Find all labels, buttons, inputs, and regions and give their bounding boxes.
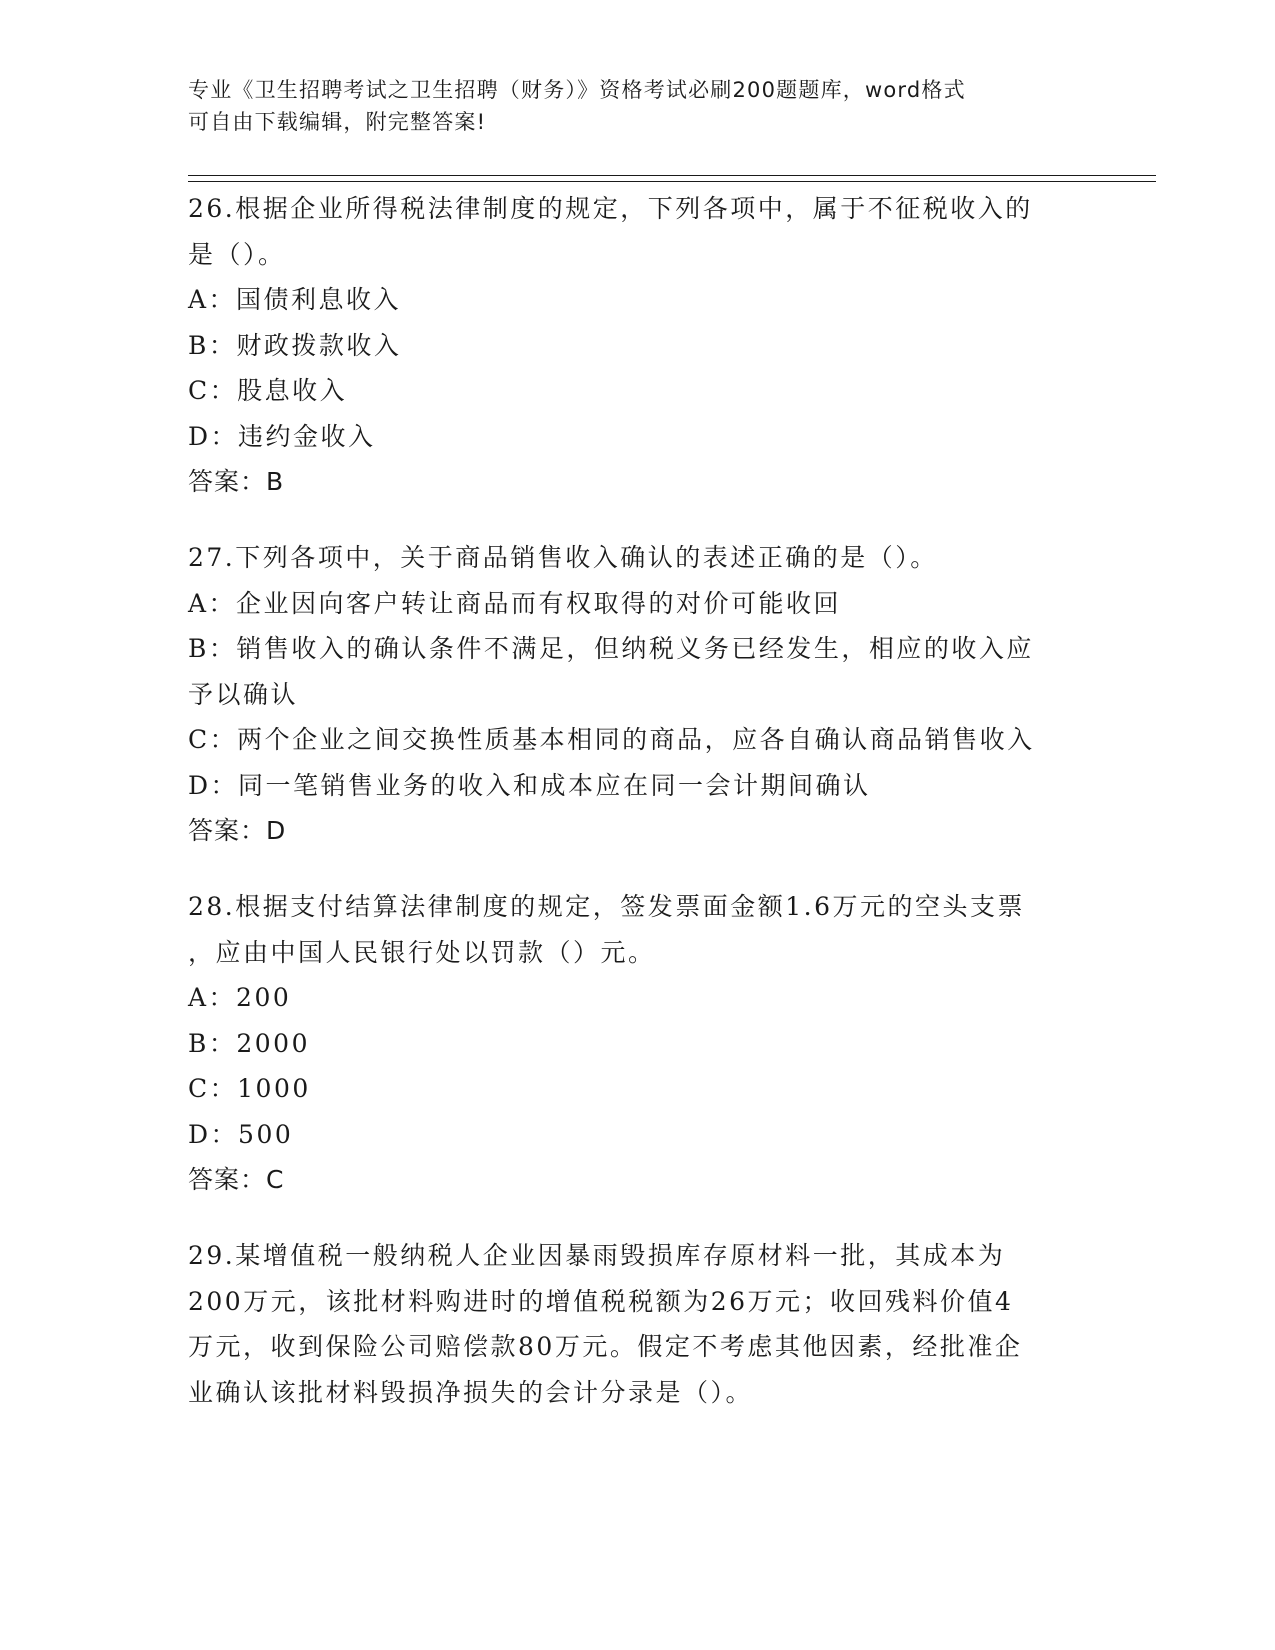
header-divider-bottom	[188, 181, 1156, 182]
question-stem-line: 29.某增值税一般纳税人企业因暴雨毁损库存原材料一批，其成本为	[188, 1241, 1006, 1270]
question-stem-line: 万元，收到保险公司赔偿款80万元。假定不考虑其他因素，经批准企	[188, 1332, 1023, 1361]
option-d: D：违约金收入	[188, 421, 376, 451]
question-stem-line: 26.根据企业所得税法律制度的规定，下列各项中，属于不征税收入的	[188, 194, 1033, 223]
option-b: B：2000	[188, 1028, 310, 1058]
question-26	[188, 186, 1088, 505]
question-stem-line: 27.下列各项中，关于商品销售收入确认的表述正确的是（）。	[188, 543, 938, 572]
option-c: C：股息收入	[188, 376, 348, 405]
header-line-2: 可自由下载编辑，附完整答案!	[188, 110, 487, 134]
question-stem-line: 是（）。	[188, 239, 286, 269]
question-stem-line: 200万元，该批材料购进时的增值税税额为26万元；收回残料价值4	[188, 1286, 1014, 1316]
question-29	[188, 1233, 1088, 1415]
document-header	[188, 74, 1068, 138]
answer: 答案：C	[188, 1165, 285, 1194]
question-stem-line: ，应由中国人民银行处以罚款（）元。	[188, 937, 656, 967]
answer: 答案：D	[188, 816, 287, 845]
header-divider-top	[188, 175, 1156, 176]
question-28	[188, 884, 1088, 1203]
option-d: D：500	[188, 1119, 294, 1149]
option-b: B：财政拨款收入	[188, 330, 402, 360]
option-c: C：1000	[188, 1074, 311, 1103]
option-a: A：企业因向客户转让商品而有权取得的对价可能收回	[188, 588, 842, 618]
option-d: D：同一笔销售业务的收入和成本应在同一会计期间确认	[188, 770, 871, 800]
question-stem-line: 业确认该批材料毁损净损失的会计分录是（）。	[188, 1377, 754, 1407]
option-a: A：国债利息收入	[188, 285, 402, 314]
answer: 答案：B	[188, 467, 285, 496]
option-b: B：销售收入的确认条件不满足，但纳税义务已经发生，相应的收入应	[188, 634, 1034, 663]
option-b-continued: 予以确认	[188, 679, 299, 709]
question-27	[188, 535, 1088, 854]
question-stem-line: 28.根据支付结算法律制度的规定，签发票面金额1.6万元的空头支票	[188, 892, 1026, 921]
option-c: C：两个企业之间交换性质基本相同的商品，应各自确认商品销售收入	[188, 725, 1035, 754]
option-a: A：200	[188, 983, 292, 1012]
header-line-1: 专业《卫生招聘考试之卫生招聘（财务）》资格考试必刷200题题库，word格式	[188, 78, 966, 102]
